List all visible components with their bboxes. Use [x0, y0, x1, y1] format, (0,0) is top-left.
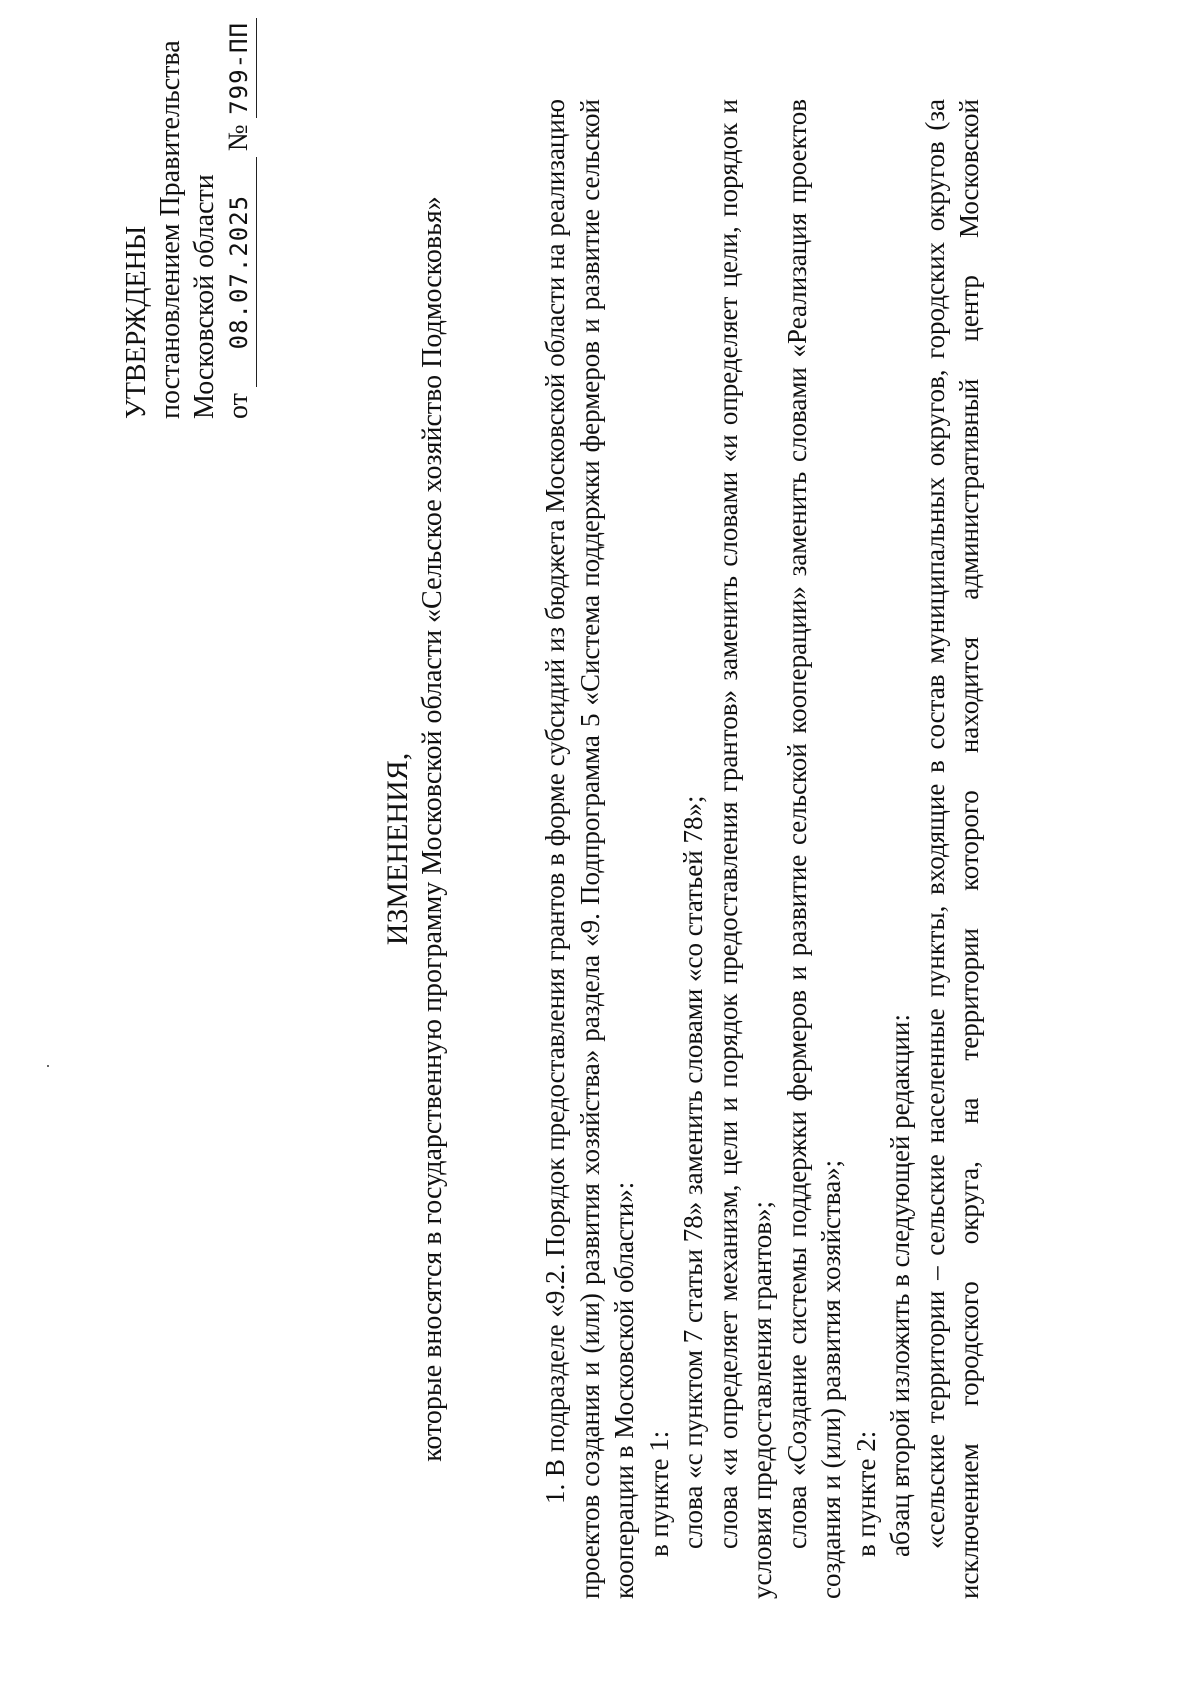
- approval-from-label: от: [223, 393, 254, 419]
- approval-line-1: постановлением Правительства: [155, 40, 186, 419]
- paragraph: слова «и определяет механизм, цели и порядок предоставления грантов» заменить словами «и определяет цели, порядок и условия предоставления грантов»;: [712, 99, 777, 1599]
- document-title: ИЗМЕНЕНИЯ,: [381, 752, 414, 946]
- paragraph: в пункте 1:: [643, 1430, 674, 1557]
- paragraph: слова «с пунктом 7 статьи 78» заменить словами «со статьей 78»;: [678, 795, 708, 1549]
- approval-line-2: Московской области: [189, 174, 220, 419]
- paragraph: в пункте 2:: [850, 1430, 881, 1557]
- document-subtitle: которые вносятся в государственную программу Московской области «Сельское хозяйство Подмосковья»: [417, 196, 448, 1462]
- paragraph: абзац второй изложить в следующей редакции:: [885, 1014, 915, 1557]
- approval-heading: УТВЕРЖДЕНЫ: [121, 225, 152, 419]
- paragraph: «сельские территории – сельские населенные пункты, входящие в состав муниципальных округов, городских округов (за исключением городского округа, на территории которого находится административный центр Московской: [919, 99, 984, 1599]
- approval-number-label: №: [223, 124, 254, 152]
- document-body: [538, 99, 987, 1599]
- approval-date: 08.07.2025: [222, 157, 257, 387]
- paragraph: 1. В подразделе «9.2. Порядок предоставления грантов в форме субсидий из бюджета Московской области на реализацию проектов создания и (или) развития хозяйства» раздела «9. Подпрограмма 5 «Система поддержки фермеров и развитие сельской кооперации в Московской области»:: [540, 99, 639, 1599]
- approval-number: 799-ПП: [222, 18, 257, 118]
- approval-date-line: [222, 0, 257, 419]
- approval-block: [120, 0, 257, 419]
- title-block: [380, 99, 450, 1599]
- paragraph: слова «Создание системы поддержки фермеров и развитие сельской кооперации» заменить словами «Реализация проектов создания и (или) развития хозяйства»;: [781, 99, 846, 1599]
